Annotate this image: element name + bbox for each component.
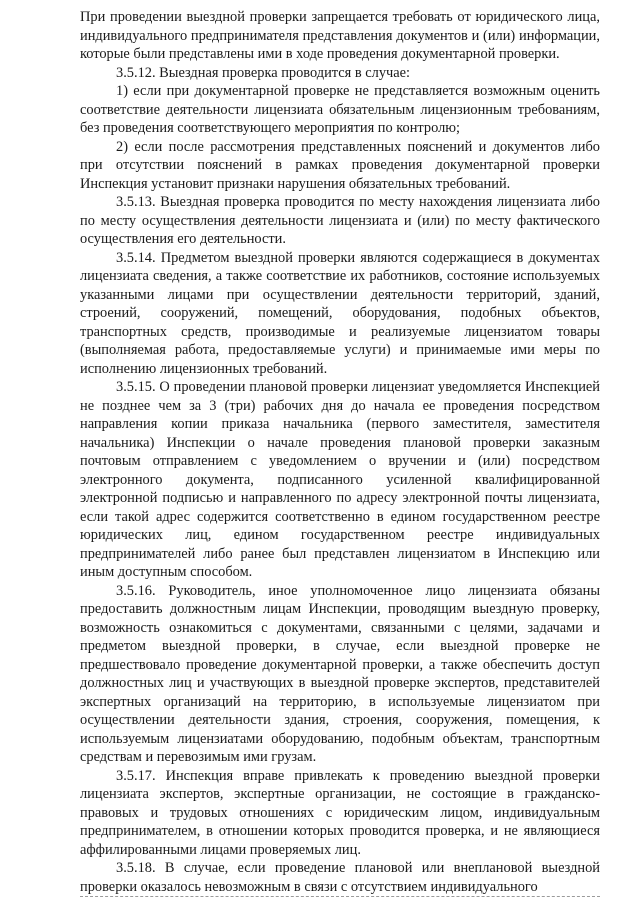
document-page — [80, 8, 600, 896]
paragraph-3-5-12-item-2: 2) если после рассмотрения представленных пояснений и документов либо при отсутствии пояснений в рамках проведения документарной проверки Инспекция установит признаки нарушения обязательных требований. — [80, 138, 600, 192]
paragraph-3-5-16: 3.5.16. Руководитель, иное уполномоченное лицо лицензиата обязаны предоставить должностным лицам Инспекции, проводящим выездную проверку, возможность ознакомиться с документами, связанными с целями, задачами и предметом выездной проверки, в случае, если выездной проверке не предшествовало проведение документарной проверки, а также обеспечить доступ должностных лиц и участвующих в выездной проверке экспертов, представителей экспертных организаций на территорию, в используемые лицензиатом при осуществлении деятельности здания, строения, сооружения, помещения, к используемым лицензиатами оборудованию, подобным объектам, транспортным средствам и перевозимым ими грузам. — [80, 582, 600, 765]
paragraph-3-5-13: 3.5.13. Выездная проверка проводится по месту нахождения лицензиата либо по месту осуществления деятельности лицензиата и (или) по месту фактического осуществления его деятельности. — [80, 194, 600, 247]
paragraph-3-5-12-item-1: 1) если при документарной проверке не представляется возможным оценить соответствие деятельности лицензиата обязательным лицензионным требованиям, без проведения соответствующего мероприятия по контролю; — [80, 83, 600, 136]
paragraph-3-5-14: 3.5.14. Предметом выездной проверки являются содержащиеся в документах лицензиата сведения, а также соответствие их работников, состояние используемых указанными лицами при осуществлении деятельности территорий, зданий, строений, сооружений, помещений, оборудования, подобных объектов, транспортных средств, производимые и реализуемые лицензиатом товары (выполняемая работа, предоставляемые услуги) и принимаемые ими меры по исполнению лицензионных требований. — [80, 249, 600, 377]
paragraph-3-5-15: 3.5.15. О проведении плановой проверки лицензиат уведомляется Инспекцией не позднее чем за 3 (три) рабочих дня до начала ее проведения посредством направления копии приказа начальника (первого заместителя, заместителя начальника) Инспекции о начале проведения плановой проверки заказным почтовым отправлением с уведомлением о вручении и (или) посредством электронного документа, подписанного усиленной квалифицированной электронной подписью и направленного по адресу электронной почты лицензиата, если такой адрес содержится соответственно в едином государственном реестре юридических лиц, едином государственном реестре индивидуальных предпринимателей либо ранее был представлен лицензиатом в Инспекцию или иным доступным способом. — [80, 379, 600, 580]
page-bottom-divider — [80, 896, 600, 897]
paragraph-3-5-17: 3.5.17. Инспекция вправе привлекать к проведению выездной проверки лицензиата экспертов, экспертные организации, не состоящие в гражданско-правовых и трудовых отношениях с юридическим лицом, индивидуальным предпринимателем, в отношении которых проводится проверка, и не являющиеся аффилированными лицами проверяемых лиц. — [80, 767, 600, 858]
paragraph-3-5-18: 3.5.18. В случае, если проведение плановой или внеплановой выездной проверки оказалось невозможным в связи с отсутствием индивидуального — [80, 860, 600, 895]
paragraph-intro: При проведении выездной проверки запрещается требовать от юридического лица, индивидуального предпринимателя представления документов и (или) информации, которые были представлены ими в ходе проведения документарной проверки. — [80, 9, 600, 62]
paragraph-3-5-12: 3.5.12. Выездная проверка проводится в случае: — [116, 64, 411, 81]
